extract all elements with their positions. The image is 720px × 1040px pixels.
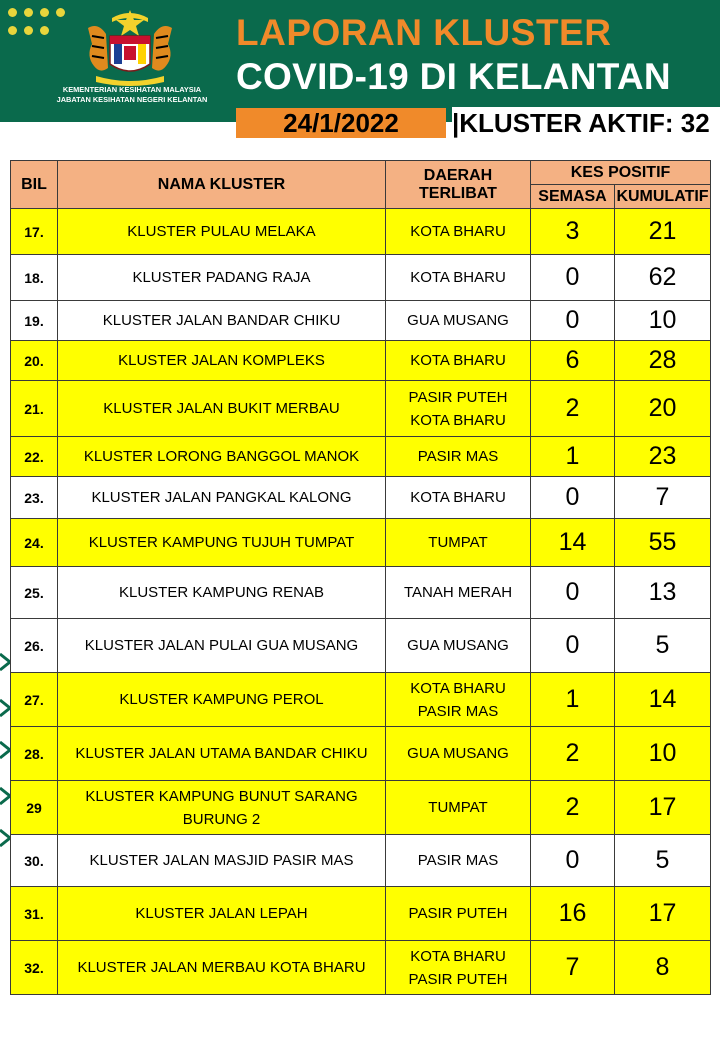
- daerah-line-1: KOTA BHARU: [410, 269, 506, 286]
- row-district: [386, 437, 531, 477]
- row-district: [386, 673, 531, 727]
- row-kumulatif: 17: [615, 887, 711, 941]
- daerah-line-1: KOTA BHARU: [410, 352, 506, 369]
- row-semasa: 2: [531, 727, 615, 781]
- row-semasa: 0: [531, 619, 615, 673]
- ministry-line-1: KEMENTERIAN KESIHATAN MALAYSIA: [62, 85, 202, 94]
- row-semasa: 14: [531, 519, 615, 567]
- row-bil: 32.: [11, 941, 58, 995]
- row-semasa: 2: [531, 781, 615, 835]
- table-row: [11, 835, 711, 887]
- row-kumulatif: 28: [615, 341, 711, 381]
- daerah-line-1: TUMPAT: [428, 799, 488, 816]
- row-cluster-name: KLUSTER JALAN MASJID PASIR MAS: [58, 835, 386, 887]
- row-bil: 28.: [11, 727, 58, 781]
- table-row: [11, 381, 711, 437]
- row-cluster-name: KLUSTER KAMPUNG BUNUT SARANG BURUNG 2: [58, 781, 386, 835]
- table-row: [11, 437, 711, 477]
- row-bil: 25.: [11, 567, 58, 619]
- table-row: [11, 301, 711, 341]
- row-semasa: 0: [531, 255, 615, 301]
- row-bil: 20.: [11, 341, 58, 381]
- row-cluster-name: KLUSTER LORONG BANGGOL MANOK: [58, 437, 386, 477]
- table-row: [11, 727, 711, 781]
- row-bil: 23.: [11, 477, 58, 519]
- row-district: [386, 567, 531, 619]
- table-row: [11, 477, 711, 519]
- row-cluster-name: KLUSTER JALAN KOMPLEKS: [58, 341, 386, 381]
- row-district: [386, 835, 531, 887]
- malaysia-coat-of-arms-icon: [70, 8, 190, 88]
- row-kumulatif: 55: [615, 519, 711, 567]
- row-district: [386, 727, 531, 781]
- row-cluster-name: KLUSTER JALAN BANDAR CHIKU: [58, 301, 386, 341]
- row-semasa: 3: [531, 209, 615, 255]
- table-row: [11, 209, 711, 255]
- row-district: [386, 477, 531, 519]
- col-header-semasa: SEMASA: [531, 185, 615, 209]
- row-district: [386, 781, 531, 835]
- col-header-daerah-line1: DAERAH: [423, 166, 493, 184]
- row-cluster-name: KLUSTER JALAN MERBAU KOTA BHARU: [58, 941, 386, 995]
- row-cluster-name: KLUSTER JALAN PANGKAL KALONG: [58, 477, 386, 519]
- table-row: [11, 255, 711, 301]
- daerah-line-2: PASIR PUTEH: [408, 970, 508, 988]
- col-header-nama-kluster: NAMA KLUSTER: [58, 161, 386, 209]
- row-district: [386, 341, 531, 381]
- report-date: 24/1/2022: [236, 108, 446, 138]
- row-bil: 30.: [11, 835, 58, 887]
- daerah-line-1: KOTA BHARU: [410, 489, 506, 506]
- row-district: [386, 941, 531, 995]
- row-kumulatif: 21: [615, 209, 711, 255]
- row-kumulatif: 23: [615, 437, 711, 477]
- row-semasa: 1: [531, 673, 615, 727]
- report-header: [0, 0, 720, 122]
- row-kumulatif: 5: [615, 835, 711, 887]
- row-kumulatif: 17: [615, 781, 711, 835]
- table-row: [11, 567, 711, 619]
- table-row: [11, 781, 711, 835]
- col-header-kumulatif: KUMULATIF: [615, 185, 711, 209]
- row-district: [386, 381, 531, 437]
- row-cluster-name: KLUSTER JALAN LEPAH: [58, 887, 386, 941]
- daerah-line-1: KOTA BHARU: [410, 947, 506, 965]
- row-cluster-name: KLUSTER KAMPUNG TUJUH TUMPAT: [58, 519, 386, 567]
- row-cluster-name: KLUSTER PADANG RAJA: [58, 255, 386, 301]
- table-row: [11, 341, 711, 381]
- row-bil: 24.: [11, 519, 58, 567]
- row-bil: 18.: [11, 255, 58, 301]
- row-district: [386, 519, 531, 567]
- daerah-line-1: PASIR PUTEH: [408, 388, 508, 406]
- col-header-daerah-line2: TERLIBAT: [419, 184, 497, 202]
- daerah-line-2: PASIR MAS: [417, 702, 499, 720]
- row-kumulatif: 13: [615, 567, 711, 619]
- row-kumulatif: 10: [615, 727, 711, 781]
- table-row: [11, 673, 711, 727]
- row-semasa: 0: [531, 567, 615, 619]
- row-semasa: 1: [531, 437, 615, 477]
- row-semasa: 7: [531, 941, 615, 995]
- ministry-line-2: JABATAN KESIHATAN NEGERI KELANTAN: [56, 95, 208, 104]
- row-semasa: 6: [531, 341, 615, 381]
- table-row: [11, 941, 711, 995]
- row-cluster-name: KLUSTER JALAN BUKIT MERBAU: [58, 381, 386, 437]
- daerah-line-1: KOTA BHARU: [410, 223, 506, 240]
- daerah-line-1: TUMPAT: [428, 534, 488, 551]
- row-bil: 31.: [11, 887, 58, 941]
- col-header-bil: BIL: [11, 161, 58, 209]
- row-cluster-name: KLUSTER PULAU MELAKA: [58, 209, 386, 255]
- row-semasa: 0: [531, 301, 615, 341]
- row-bil: 17.: [11, 209, 58, 255]
- row-kumulatif: 5: [615, 619, 711, 673]
- row-kumulatif: 7: [615, 477, 711, 519]
- row-bil: 22.: [11, 437, 58, 477]
- row-district: [386, 619, 531, 673]
- row-district: [386, 255, 531, 301]
- col-header-daerah-terlibat: [386, 161, 531, 209]
- row-semasa: 16: [531, 887, 615, 941]
- row-bil: 27.: [11, 673, 58, 727]
- daerah-line-1: GUA MUSANG: [407, 312, 509, 329]
- row-bil: 21.: [11, 381, 58, 437]
- cluster-table: [10, 160, 711, 995]
- daerah-line-1: PASIR MAS: [417, 448, 499, 465]
- daerah-line-1: PASIR MAS: [417, 852, 499, 869]
- row-semasa: 2: [531, 381, 615, 437]
- report-subtitle: COVID-19 DI KELANTAN: [236, 56, 671, 97]
- daerah-line-1: KOTA BHARU: [410, 679, 506, 697]
- daerah-line-2: KOTA BHARU: [410, 411, 506, 429]
- row-bil: 26.: [11, 619, 58, 673]
- daerah-line-1: GUA MUSANG: [407, 637, 509, 654]
- decorative-dots: [8, 8, 78, 48]
- daerah-line-1: PASIR PUTEH: [408, 905, 508, 922]
- row-cluster-name: KLUSTER KAMPUNG PEROL: [58, 673, 386, 727]
- row-semasa: 0: [531, 477, 615, 519]
- ministry-name: [40, 85, 224, 105]
- table-row: [11, 519, 711, 567]
- row-bil: 29: [11, 781, 58, 835]
- row-kumulatif: 62: [615, 255, 711, 301]
- daerah-line-1: GUA MUSANG: [407, 745, 509, 762]
- row-cluster-name: KLUSTER JALAN PULAI GUA MUSANG: [58, 619, 386, 673]
- report-title: LAPORAN KLUSTER: [236, 12, 612, 53]
- active-cluster-count: |KLUSTER AKTIF: 32: [452, 107, 720, 139]
- row-kumulatif: 20: [615, 381, 711, 437]
- row-district: [386, 887, 531, 941]
- row-district: [386, 209, 531, 255]
- table-row: [11, 619, 711, 673]
- row-semasa: 0: [531, 835, 615, 887]
- daerah-line-1: TANAH MERAH: [403, 584, 513, 601]
- row-district: [386, 301, 531, 341]
- row-bil: 19.: [11, 301, 58, 341]
- row-cluster-name: KLUSTER KAMPUNG RENAB: [58, 567, 386, 619]
- row-cluster-name: KLUSTER JALAN UTAMA BANDAR CHIKU: [58, 727, 386, 781]
- table-row: [11, 887, 711, 941]
- row-kumulatif: 14: [615, 673, 711, 727]
- row-kumulatif: 8: [615, 941, 711, 995]
- col-header-kes-positif: KES POSITIF: [531, 161, 711, 185]
- row-kumulatif: 10: [615, 301, 711, 341]
